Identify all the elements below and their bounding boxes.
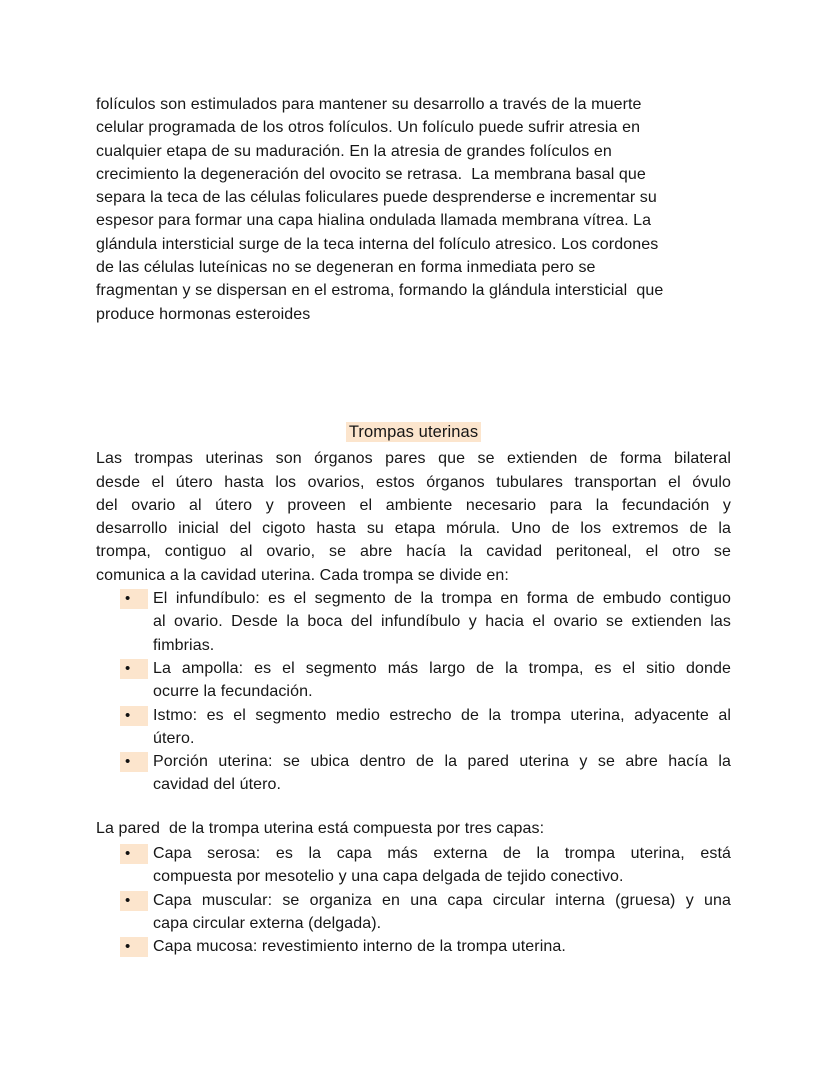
trompa-segments-list <box>96 587 731 797</box>
text-line: El infundíbulo: es el segmento de la trompa en forma de embudo contiguo <box>153 590 731 608</box>
text-line: capa circular externa (delgada). <box>153 914 382 932</box>
text-line: de las células luteínicas no se degeneran en forma inmediata pero se <box>96 259 596 277</box>
list-item-text <box>153 587 731 657</box>
bullet-marker: • <box>120 937 148 957</box>
text-line: celular programada de los otros folículos. Un folículo puede sufrir atresia en <box>96 119 641 137</box>
text-line: del ovario al útero y proveen el ambiente necesario para la fecundación y <box>96 496 731 514</box>
list-item-text <box>153 842 731 889</box>
bullet-marker: • <box>120 659 148 679</box>
text-line: útero. <box>153 729 195 747</box>
list-item-text <box>153 657 731 704</box>
list-item-porcion-uterina <box>96 750 731 797</box>
list-item-text <box>153 750 731 797</box>
section-heading <box>96 421 731 444</box>
text-line: La pared de la trompa uterina está compuesta por tres capas: <box>96 819 545 837</box>
text-line: al ovario. Desde la boca del infundíbulo y hacia el ovario se extienden las <box>153 613 731 631</box>
paragraph-trompas-intro <box>96 447 731 587</box>
text-line: Porción uterina: se ubica dentro de la pared uterina y se abre hacía la <box>153 753 731 771</box>
text-line: desde el útero hasta los ovarios, estos órganos tubulares transportan el óvulo <box>96 473 731 491</box>
list-item-capa-muscular <box>96 889 731 936</box>
list-item-text <box>153 889 731 936</box>
capas-list <box>96 842 731 958</box>
text-line: comunica a la cavidad uterina. Cada trompa se divide en: <box>96 566 509 584</box>
bullet-marker: • <box>120 752 148 772</box>
list-item-ampolla <box>96 657 731 704</box>
text-line: fragmentan y se dispersan en el estroma, formando la glándula intersticial que <box>96 282 664 300</box>
text-line: ocurre la fecundación. <box>153 683 313 701</box>
text-line: folículos son estimulados para mantener su desarrollo a través de la muerte <box>96 96 642 113</box>
text-line: compuesta por mesotelio y una capa delgada de tejido conectivo. <box>153 868 624 886</box>
list-item-text <box>153 935 731 958</box>
text-line: crecimiento la degeneración del ovocito se retrasa. La membrana basal que <box>96 165 646 183</box>
text-line: separa la teca de las células foliculares puede desprenderse e incrementar su <box>96 189 657 207</box>
bullet-marker: • <box>120 891 148 911</box>
list-item-capa-mucosa <box>96 935 731 958</box>
list-item-istmo <box>96 704 731 751</box>
bullet-marker: • <box>120 706 148 726</box>
list-item-infundibulo <box>96 587 731 657</box>
text-line: fimbrias. <box>153 636 215 654</box>
text-line: glándula intersticial surge de la teca interna del folículo atresico. Los cordones <box>96 235 659 253</box>
document-content <box>96 0 731 959</box>
paragraph-atresia-foliculos <box>96 93 731 326</box>
bullet-marker: • <box>120 589 148 609</box>
bullet-marker: • <box>120 844 148 864</box>
text-line: Las trompas uterinas son órganos pares que se extienden de forma bilateral <box>96 450 731 468</box>
list-item-capa-serosa <box>96 842 731 889</box>
text-line: trompa, contiguo al ovario, se abre hacía la cavidad peritoneal, el otro se <box>96 543 731 561</box>
text-line: desarrollo inicial del cigoto hasta su etapa mórula. Uno de los extremos de la <box>96 520 731 538</box>
text-line: Istmo: es el segmento medio estrecho de la trompa uterina, adyacente al <box>153 706 731 724</box>
text-line: cualquier etapa de su maduración. En la atresia de grandes folículos en <box>96 142 612 160</box>
text-line: Capa mucosa: revestimiento interno de la trompa uterina. <box>153 938 566 956</box>
text-line: cavidad del útero. <box>153 776 282 794</box>
text-line: La ampolla: es el segmento más largo de la trompa, es el sitio donde <box>153 659 731 677</box>
text-line: espesor para formar una capa hialina ondulada llamada membrana vítrea. La <box>96 212 652 230</box>
text-line: Capa muscular: se organiza en una capa circular interna (gruesa) y una <box>153 891 731 909</box>
heading-highlight: Trompas uterinas <box>346 422 481 442</box>
paragraph-pared-capas <box>96 817 731 840</box>
text-line: Capa serosa: es la capa más externa de la trompa uterina, está <box>153 845 731 863</box>
text-line: produce hormonas esteroides <box>96 305 311 323</box>
list-item-text <box>153 704 731 751</box>
